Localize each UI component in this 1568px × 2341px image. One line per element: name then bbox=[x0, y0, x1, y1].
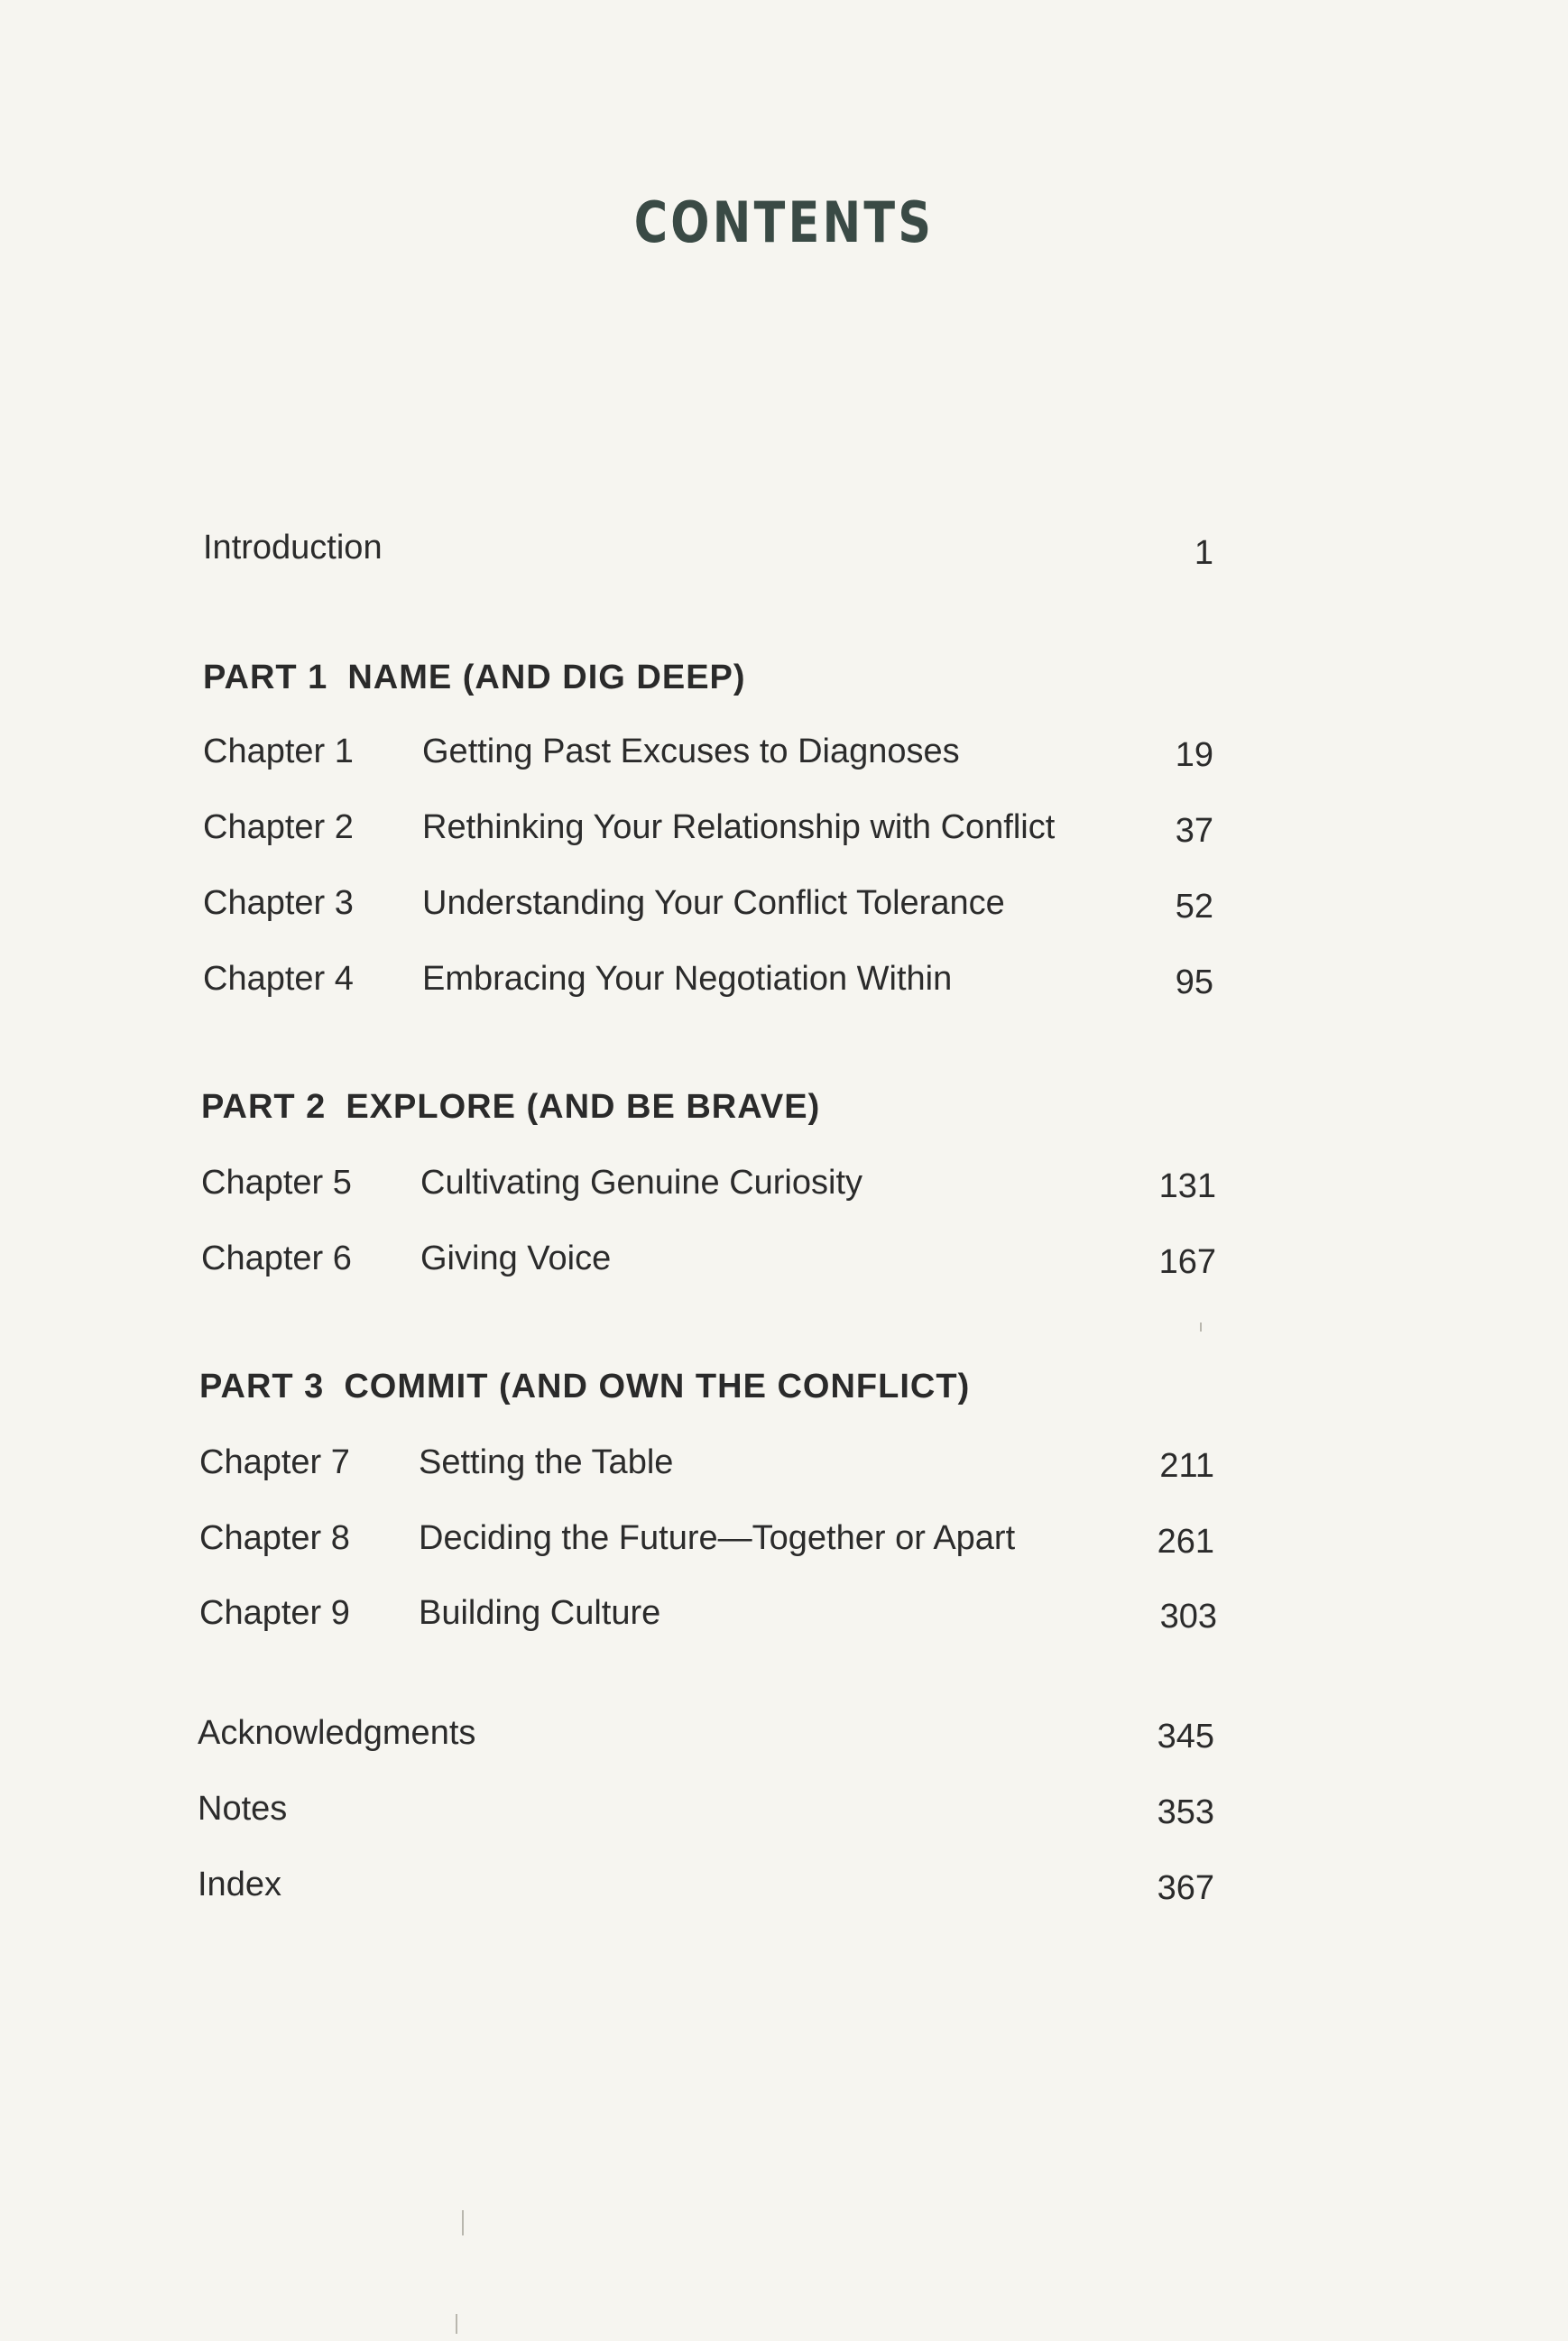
chapter-page-number: 95 bbox=[1175, 963, 1213, 1001]
chapter-title: Embracing Your Negotiation Within bbox=[422, 960, 953, 998]
toc-entry-chapter[interactable] bbox=[199, 1517, 1282, 1559]
toc-entry-chapter[interactable] bbox=[201, 1162, 1284, 1203]
entry-label: Index bbox=[198, 1866, 281, 1903]
chapter-label: Chapter 7 bbox=[199, 1443, 350, 1481]
part-name: EXPLORE (AND BE BRAVE) bbox=[346, 1088, 821, 1126]
chapter-title: Rethinking Your Relationship with Conflict bbox=[422, 808, 1056, 846]
chapter-title: Deciding the Future—Together or Apart bbox=[419, 1519, 1016, 1557]
chapter-page-number: 261 bbox=[1157, 1523, 1214, 1561]
scan-mark bbox=[1200, 1323, 1202, 1332]
toc-entry-chapter[interactable] bbox=[199, 1592, 1282, 1634]
toc-entry-back-matter[interactable] bbox=[198, 1788, 1280, 1829]
entry-page-number: 367 bbox=[1157, 1869, 1214, 1907]
entry-label: Acknowledgments bbox=[198, 1714, 476, 1752]
chapter-page-number: 303 bbox=[1159, 1598, 1217, 1636]
chapter-label: Chapter 4 bbox=[203, 960, 354, 998]
chapter-title: Giving Voice bbox=[420, 1240, 612, 1277]
toc-entry-back-matter[interactable] bbox=[198, 1712, 1280, 1754]
part-name: NAME (AND DIG DEEP) bbox=[347, 659, 746, 696]
chapter-page-number: 167 bbox=[1158, 1243, 1216, 1281]
entry-label: Introduction bbox=[203, 529, 383, 567]
part-number: PART 3 bbox=[199, 1368, 325, 1406]
toc-entry-introduction[interactable] bbox=[203, 527, 1286, 572]
part-heading bbox=[199, 1366, 970, 1407]
chapter-label: Chapter 9 bbox=[199, 1594, 350, 1632]
part-number: PART 2 bbox=[201, 1088, 327, 1126]
chapter-label: Chapter 1 bbox=[203, 733, 354, 770]
chapter-title: Cultivating Genuine Curiosity bbox=[420, 1164, 863, 1202]
part-name: COMMIT (AND OWN THE CONFLICT) bbox=[344, 1368, 971, 1406]
part-heading bbox=[203, 657, 746, 698]
chapter-title: Setting the Table bbox=[419, 1443, 674, 1481]
entry-page-number: 345 bbox=[1157, 1718, 1214, 1756]
chapter-label: Chapter 3 bbox=[203, 884, 354, 922]
page-title: CONTENTS bbox=[633, 189, 935, 255]
chapter-page-number: 52 bbox=[1175, 888, 1213, 926]
entry-label: Notes bbox=[198, 1790, 288, 1828]
toc-entry-chapter[interactable] bbox=[201, 1238, 1284, 1279]
toc-entry-chapter[interactable] bbox=[203, 882, 1286, 924]
chapter-title: Getting Past Excuses to Diagnoses bbox=[422, 733, 960, 770]
chapter-label: Chapter 2 bbox=[203, 808, 354, 846]
chapter-title: Building Culture bbox=[419, 1594, 661, 1632]
entry-page-number: 353 bbox=[1157, 1793, 1214, 1831]
toc-entry-chapter[interactable] bbox=[203, 806, 1286, 848]
part-heading bbox=[201, 1086, 820, 1128]
chapter-page-number: 37 bbox=[1175, 812, 1213, 850]
chapter-page-number: 131 bbox=[1158, 1167, 1216, 1205]
entry-page-number: 1 bbox=[1194, 534, 1213, 572]
chapter-page-number: 19 bbox=[1175, 736, 1213, 774]
scan-mark bbox=[456, 2314, 457, 2334]
toc-entry-chapter[interactable] bbox=[199, 1442, 1282, 1483]
toc-entry-back-matter[interactable] bbox=[198, 1864, 1280, 1905]
chapter-label: Chapter 6 bbox=[201, 1240, 352, 1277]
toc-entry-chapter[interactable] bbox=[203, 731, 1286, 772]
scan-mark bbox=[462, 2210, 464, 2235]
chapter-label: Chapter 8 bbox=[199, 1519, 350, 1557]
toc-entry-chapter[interactable] bbox=[203, 958, 1286, 1000]
part-number: PART 1 bbox=[203, 659, 328, 696]
chapter-page-number: 211 bbox=[1159, 1447, 1214, 1485]
chapter-label: Chapter 5 bbox=[201, 1164, 352, 1202]
chapter-title: Understanding Your Conflict Tolerance bbox=[422, 884, 1005, 922]
